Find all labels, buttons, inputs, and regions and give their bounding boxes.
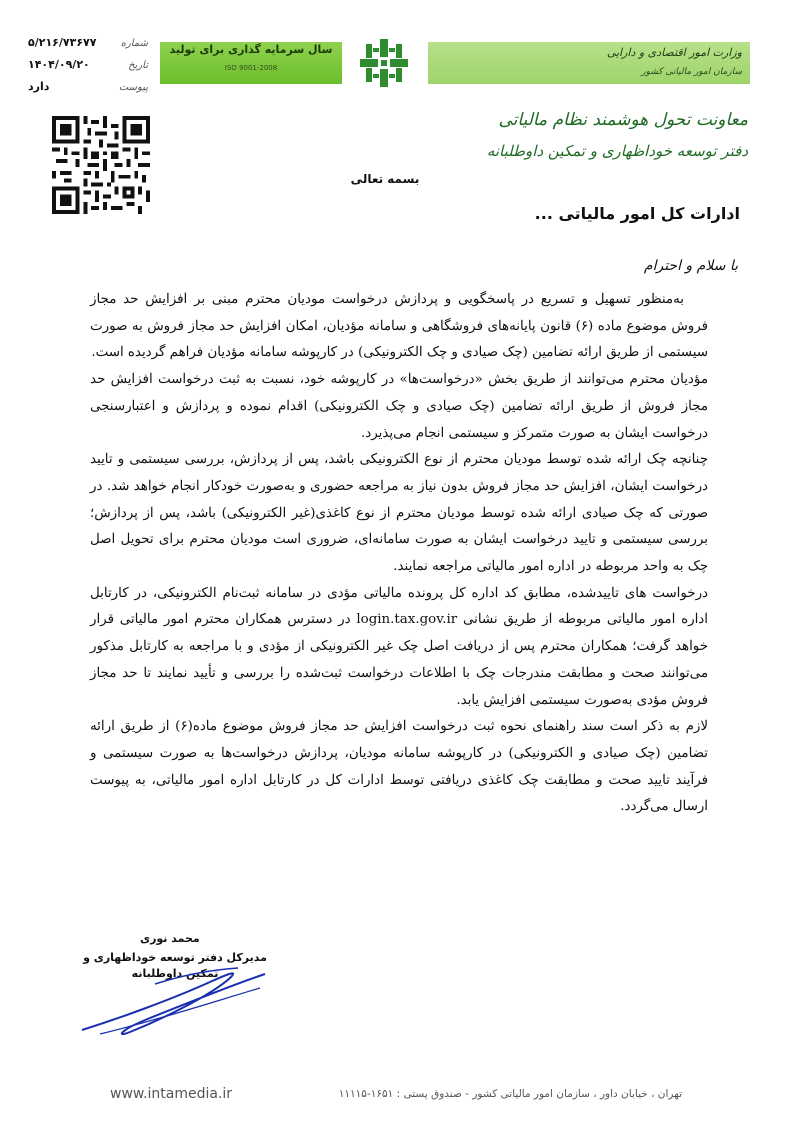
- letter-attachment: دارد: [28, 80, 50, 93]
- bismillah: بسمه تعالی: [350, 172, 420, 186]
- letter-date-row: [28, 58, 148, 80]
- addressee: ادارات کل امور مالیاتی ...: [534, 204, 740, 223]
- letter-date: ۱۴۰۴/۰۹/۲۰: [28, 58, 90, 71]
- letter-number-row: [28, 36, 148, 58]
- letterhead-banner: [160, 36, 750, 90]
- letter-attachment-row: [28, 80, 148, 102]
- letter-body: [90, 287, 708, 821]
- paragraph: لازم به ذکر است سند راهنمای نحوه ثبت درخواست افزایش حد مجاز فروش موضوع ماده(۶) از طریق ارائه تضامین (چک صیادی و الکترونیکی) در کارپوشه سامانه مودیان، پردازش درخواست‌ها به صورت سیستمی و فرآیند تایید صحت و مطابقت چک کاغذی دریافتی توسط ادارات کل در کارتابل اداره امور مالیاتی، به پیوست ارسال می‌گردد.: [90, 719, 708, 815]
- letter-date-label: تاریخ: [128, 60, 148, 71]
- paragraph: به‌منظور تسهیل و تسریع در پاسخگویی و پردازش درخواست مودیان محترم مبنی بر افزایش حد مجاز فروش موضوع ماده (۶) قانون پایانه‌های فروشگاهی و سامانه مؤدیان، امکان افزایش حد مجاز فروش به صورت سیستمی از طریق ارائه تضامین (چک صیادی و چک الکترونیکی) در کارپوشه سامانه مؤدیان فراهم گردیده است.: [90, 292, 709, 361]
- greeting: با سلام و احترام: [643, 258, 738, 274]
- paragraph: چنانچه چک ارائه شده توسط مودیان محترم از نوع الکترونیکی باشد، پس از پردازش، بررسی سیستمی و تایید درخواست ایشان، افزایش حد مجاز فروش بدون نیاز به مراجعه حضوری و به‌صورت خودکار انجام خواهد شد. در صورتی که چک صیادی ارائه شده توسط مودیان محترم از نوع کاغذی(غیر الکترونیکی) باشد، پس از پردازش؛ بررسی سیستمی و تایید درخواست ایشان به صورت سامانه‌ای، ضروری است مودیان محترم برای تحویل اصل چک به واحد مربوطه در اداره امور مالیاتی مراجعه نمایند.: [90, 452, 708, 575]
- letter-attachment-label: پیوست: [118, 82, 148, 93]
- tax-organization-emblem-icon: [356, 36, 412, 90]
- footer-address: تهران ، خیابان داور ، سازمان امور مالیاتی کشور - صندوق پستی : ۱۶۵۱-۱۱۱۱۵: [338, 1088, 682, 1100]
- footer-website: www.intamedia.ir: [110, 1086, 233, 1102]
- letter-number-label: شماره: [120, 38, 148, 49]
- deputy-title: معاونت تحول هوشمند نظام مالیاتی: [498, 110, 748, 130]
- qr-code-icon: [52, 116, 150, 214]
- paragraph: مؤدیان محترم می‌توانند از طریق بخش «درخواست‌ها» در کارپوشه خود، نسبت به ثبت درخواست افزایش حد مجاز فروش از طریق ارائه تضامین (چک صیادی و چک الکترونیکی) اقدام نموده و پردازش و اعتبارسنجی درخواست ایشان به صورت متمرکز و سیستمی انجام می‌پذیرد.: [90, 372, 708, 441]
- handwritten-signature-icon: [60, 960, 280, 1040]
- letter-meta: [28, 36, 148, 102]
- signatory-name: محمد نوری: [140, 932, 200, 945]
- organization-name: سازمان امور مالیاتی کشور: [641, 67, 742, 77]
- letter-number: ۵/۲۱۶/۷۳۶۷۷: [28, 36, 97, 49]
- signatory-title: مدیرکل دفتر توسعه خوداظهاری و تمکین داوطلبانه: [83, 951, 267, 980]
- ministry-name: وزارت امور اقتصادی و دارایی: [606, 46, 742, 59]
- iso-label: ISO 9001-2008: [224, 64, 278, 72]
- year-slogan: سال سرمایه گذاری برای تولید: [169, 43, 333, 56]
- paragraph: درخواست های تاییدشده، مطابق کد اداره کل پرونده مالیاتی مؤدی در سامانه ثبت‌نام الکترونیکی، در کارتابل اداره امور مالیاتی مربوطه از طریق نشانی login.tax.gov.ir در دسترس همکاران محترم امور مالیاتی قرار خواهد گرفت؛ همکاران محترم پس از دریافت اصل چک غیر الکترونیکی از مؤدی و با مراجعه به کارتابل مذکور می‌توانند صحت و مطابقت مندرجات چک با اطلاعات درخواست ثبت‌شده را بررسی و تأیید نمایند تا حد مجاز فروش مؤدی به‌صورت سیستمی افزایش یابد.: [90, 585, 708, 708]
- office-title: دفتر توسعه خوداظهاری و تمکین داوطلبانه: [486, 142, 748, 160]
